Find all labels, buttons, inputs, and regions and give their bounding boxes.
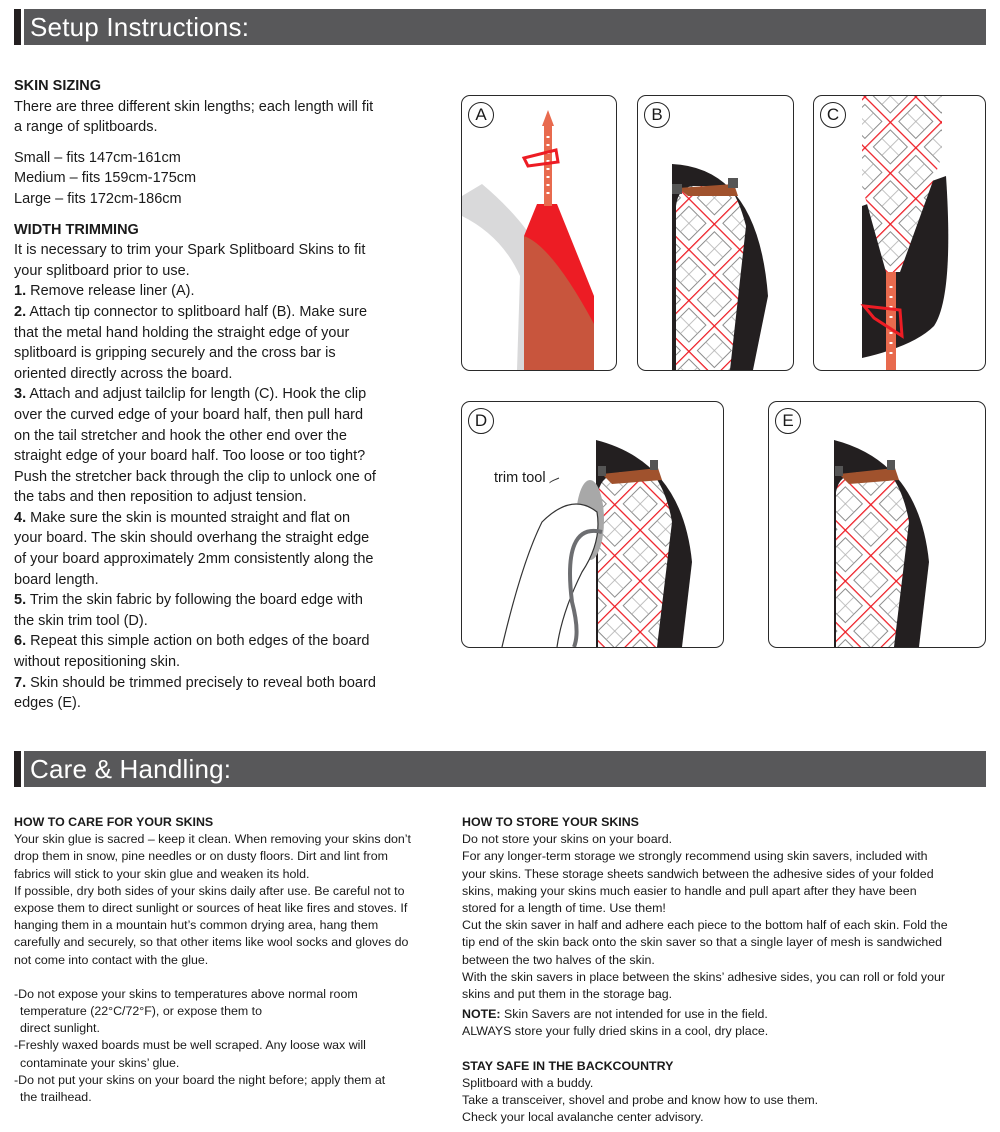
- trimming-step-line: board length.: [14, 571, 99, 588]
- step-text: Make sure the skin is mounted straight and flat on: [26, 509, 351, 526]
- safety-tip-line: Splitboard with a buddy.: [462, 1075, 594, 1090]
- trimming-step-line: [14, 673, 444, 694]
- size-large: Large – fits 172cm-186cm: [14, 190, 182, 207]
- header-accent-bar: [14, 751, 21, 787]
- trimming-illustration: [462, 402, 723, 647]
- trimming-step-line: [14, 384, 444, 405]
- storage-text-line: With the skin savers in place between the skins’ adhesive sides, you can roll or fold your: [462, 969, 946, 984]
- note-line: [462, 1006, 992, 1023]
- trimming-step-line: the skin trim tool (D).: [14, 612, 148, 629]
- step-number: 4.: [14, 509, 27, 526]
- safety-tip-line: Check your local avalanche center advisory.: [462, 1110, 704, 1125]
- trimming-step-line: your board. The skin should overhang the straight edge: [14, 530, 370, 547]
- step-text: Skin should be trimmed precisely to reveal both board: [26, 674, 376, 691]
- trimming-step-line: oriented directly across the board.: [14, 365, 233, 382]
- trimming-step-line: Push the stretcher back through the clip to unlock one of: [14, 468, 376, 485]
- figure-d-panel: [461, 401, 724, 648]
- figure-b-panel: [637, 95, 794, 371]
- storage-text-line: your skins. These storage sheets sandwich between the adhesive sides of your folded: [462, 866, 934, 881]
- step-text: Repeat this simple action on both edges of the board: [26, 633, 370, 650]
- note-label: NOTE:: [462, 1007, 501, 1022]
- care-text-line: fabrics will stick to your skin glue and weaken its hold.: [14, 866, 310, 881]
- trimming-steps: [14, 281, 444, 713]
- care-skins-heading: HOW TO CARE FOR YOUR SKINS: [14, 815, 214, 829]
- step-number: 7.: [14, 674, 27, 691]
- note-text: Skin Savers are not intended for use in the field.: [500, 1007, 768, 1022]
- care-bullet-line: -Freshly waxed boards must be well scraped. Any loose wax will: [14, 1038, 366, 1053]
- tip-connector-illustration: [638, 96, 793, 370]
- figure-label-c: C: [820, 102, 846, 128]
- figure-label-e: E: [775, 408, 801, 434]
- trimming-intro-line: It is necessary to trim your Spark Splitboard Skins to fit: [14, 242, 366, 259]
- care-bullet-line: -Do not put your skins on your board the night before; apply them at: [14, 1072, 386, 1087]
- storage-text-line: tip end of the skin back onto the skin saver so that a single layer of mesh is sandwiched: [462, 935, 943, 950]
- trimming-step-line: on the tail stretcher and hook the other end over the: [14, 427, 347, 444]
- sizing-intro-line: a range of splitboards.: [14, 119, 158, 136]
- step-number: 2.: [14, 303, 27, 320]
- skin-sizing-heading: SKIN SIZING: [14, 78, 102, 94]
- trimming-step-line: over the curved edge of your board half, then pull hard: [14, 406, 364, 423]
- trimming-step-line: [14, 281, 444, 302]
- trimming-step-line: the tabs and then reposition to adjust tension.: [14, 489, 307, 506]
- care-text-line: If possible, dry both sides of your skins daily after use. Be careful not to: [14, 883, 405, 898]
- figure-label-b: B: [644, 102, 670, 128]
- care-text-line: hanging them in a mountain hut’s common drying area, hang them: [14, 918, 379, 933]
- care-text-line: Your skin glue is sacred – keep it clean. When removing your skins don’t: [14, 832, 411, 847]
- care-column: [14, 814, 454, 1106]
- trimming-step-line: edges (E).: [14, 695, 81, 712]
- width-trimming-heading: WIDTH TRIMMING: [14, 221, 139, 238]
- storage-text-line: Cut the skin saver in half and adhere each piece to the bottom half of each skin. Fold the: [462, 918, 948, 933]
- step-text: Trim the skin fabric by following the board edge with: [26, 592, 363, 609]
- release-liner-illustration: [462, 96, 616, 370]
- step-text: Attach and adjust tailclip for length (C). Hook the clip: [26, 386, 367, 403]
- step-text: Remove release liner (A).: [26, 283, 195, 300]
- setup-section-header: [14, 9, 986, 45]
- trimming-step-line: that the metal hand holding the straight edge of your: [14, 324, 350, 341]
- care-bullet-line: direct sunlight.: [20, 1021, 100, 1036]
- trimming-intro-line: your splitboard prior to use.: [14, 262, 190, 279]
- trimmed-result-illustration: [769, 402, 985, 647]
- care-text-line: carefully and securely, so that other items like wool socks and gloves do: [14, 935, 409, 950]
- size-medium: Medium – fits 159cm-175cm: [14, 170, 197, 187]
- trimming-step-line: [14, 508, 444, 529]
- step-number: 6.: [14, 633, 27, 650]
- trimming-step-line: splitboard is gripping securely and the cross bar is: [14, 345, 336, 362]
- trimming-step-line: straight edge of your board half. Too loose or too tight?: [14, 448, 366, 465]
- trimming-step-line: without repositioning skin.: [14, 654, 181, 671]
- figure-e-panel: [768, 401, 986, 648]
- storage-text-line: Do not store your skins on your board.: [462, 832, 673, 847]
- figure-c-panel: [813, 95, 986, 371]
- care-text-line: drop them in snow, pine needles or on dusty floors. Dirt and lint from: [14, 849, 388, 864]
- size-small: Small – fits 147cm-161cm: [14, 149, 181, 166]
- care-text-line: not come into contact with the glue.: [14, 952, 209, 967]
- care-bullet-line: temperature (22°C/72°F), or expose them to: [20, 1004, 262, 1019]
- figure-a-panel: [461, 95, 617, 371]
- setup-text-column: [14, 76, 444, 714]
- sizing-intro-line: There are three different skin lengths; each length will fit: [14, 98, 374, 115]
- care-bullet-line: -Do not expose your skins to temperatures above normal room: [14, 986, 358, 1001]
- care-section-header: [14, 751, 986, 787]
- tailclip-illustration: [814, 96, 985, 370]
- step-number: 1.: [14, 283, 27, 300]
- trimming-step-line: of your board approximately 2mm consistently along the: [14, 551, 374, 568]
- care-title: Care & Handling:: [24, 751, 986, 787]
- trimming-step-line: [14, 631, 444, 652]
- always-store-line: ALWAYS store your fully dried skins in a cool, dry place.: [462, 1024, 769, 1039]
- care-bullet-line: contaminate your skins’ glue.: [20, 1055, 180, 1070]
- trimming-step-line: [14, 590, 444, 611]
- trimming-step-line: [14, 302, 444, 323]
- care-bullet-line: the trailhead.: [20, 1090, 92, 1105]
- safety-heading: STAY SAFE IN THE BACKCOUNTRY: [462, 1058, 674, 1073]
- trim-tool-label: trim tool: [494, 470, 546, 486]
- setup-title: Setup Instructions:: [24, 9, 986, 45]
- step-number: 3.: [14, 386, 27, 403]
- storage-text-line: between the two halves of the skin.: [462, 952, 655, 967]
- storage-text-line: For any longer-term storage we strongly recommend using skin savers, included with: [462, 849, 928, 864]
- storage-column: [462, 814, 992, 1126]
- figure-label-d: D: [468, 408, 494, 434]
- safety-tip-line: Take a transceiver, shovel and probe and know how to use them.: [462, 1093, 819, 1108]
- header-accent-bar: [14, 9, 21, 45]
- store-skins-heading: HOW TO STORE YOUR SKINS: [462, 815, 639, 829]
- step-number: 5.: [14, 592, 27, 609]
- storage-text-line: stored for a length of time. Use them!: [462, 901, 666, 916]
- figure-label-a: A: [468, 102, 494, 128]
- storage-text-line: skins, making your skins much easier to handle and pull apart after they have been: [462, 883, 917, 898]
- step-text: Attach tip connector to splitboard half (B). Make sure: [26, 303, 368, 320]
- storage-text-line: skins and put them in the storage bag.: [462, 987, 673, 1002]
- care-text-line: expose them to direct sunlight or sources of heat like fires and stoves. If: [14, 901, 408, 916]
